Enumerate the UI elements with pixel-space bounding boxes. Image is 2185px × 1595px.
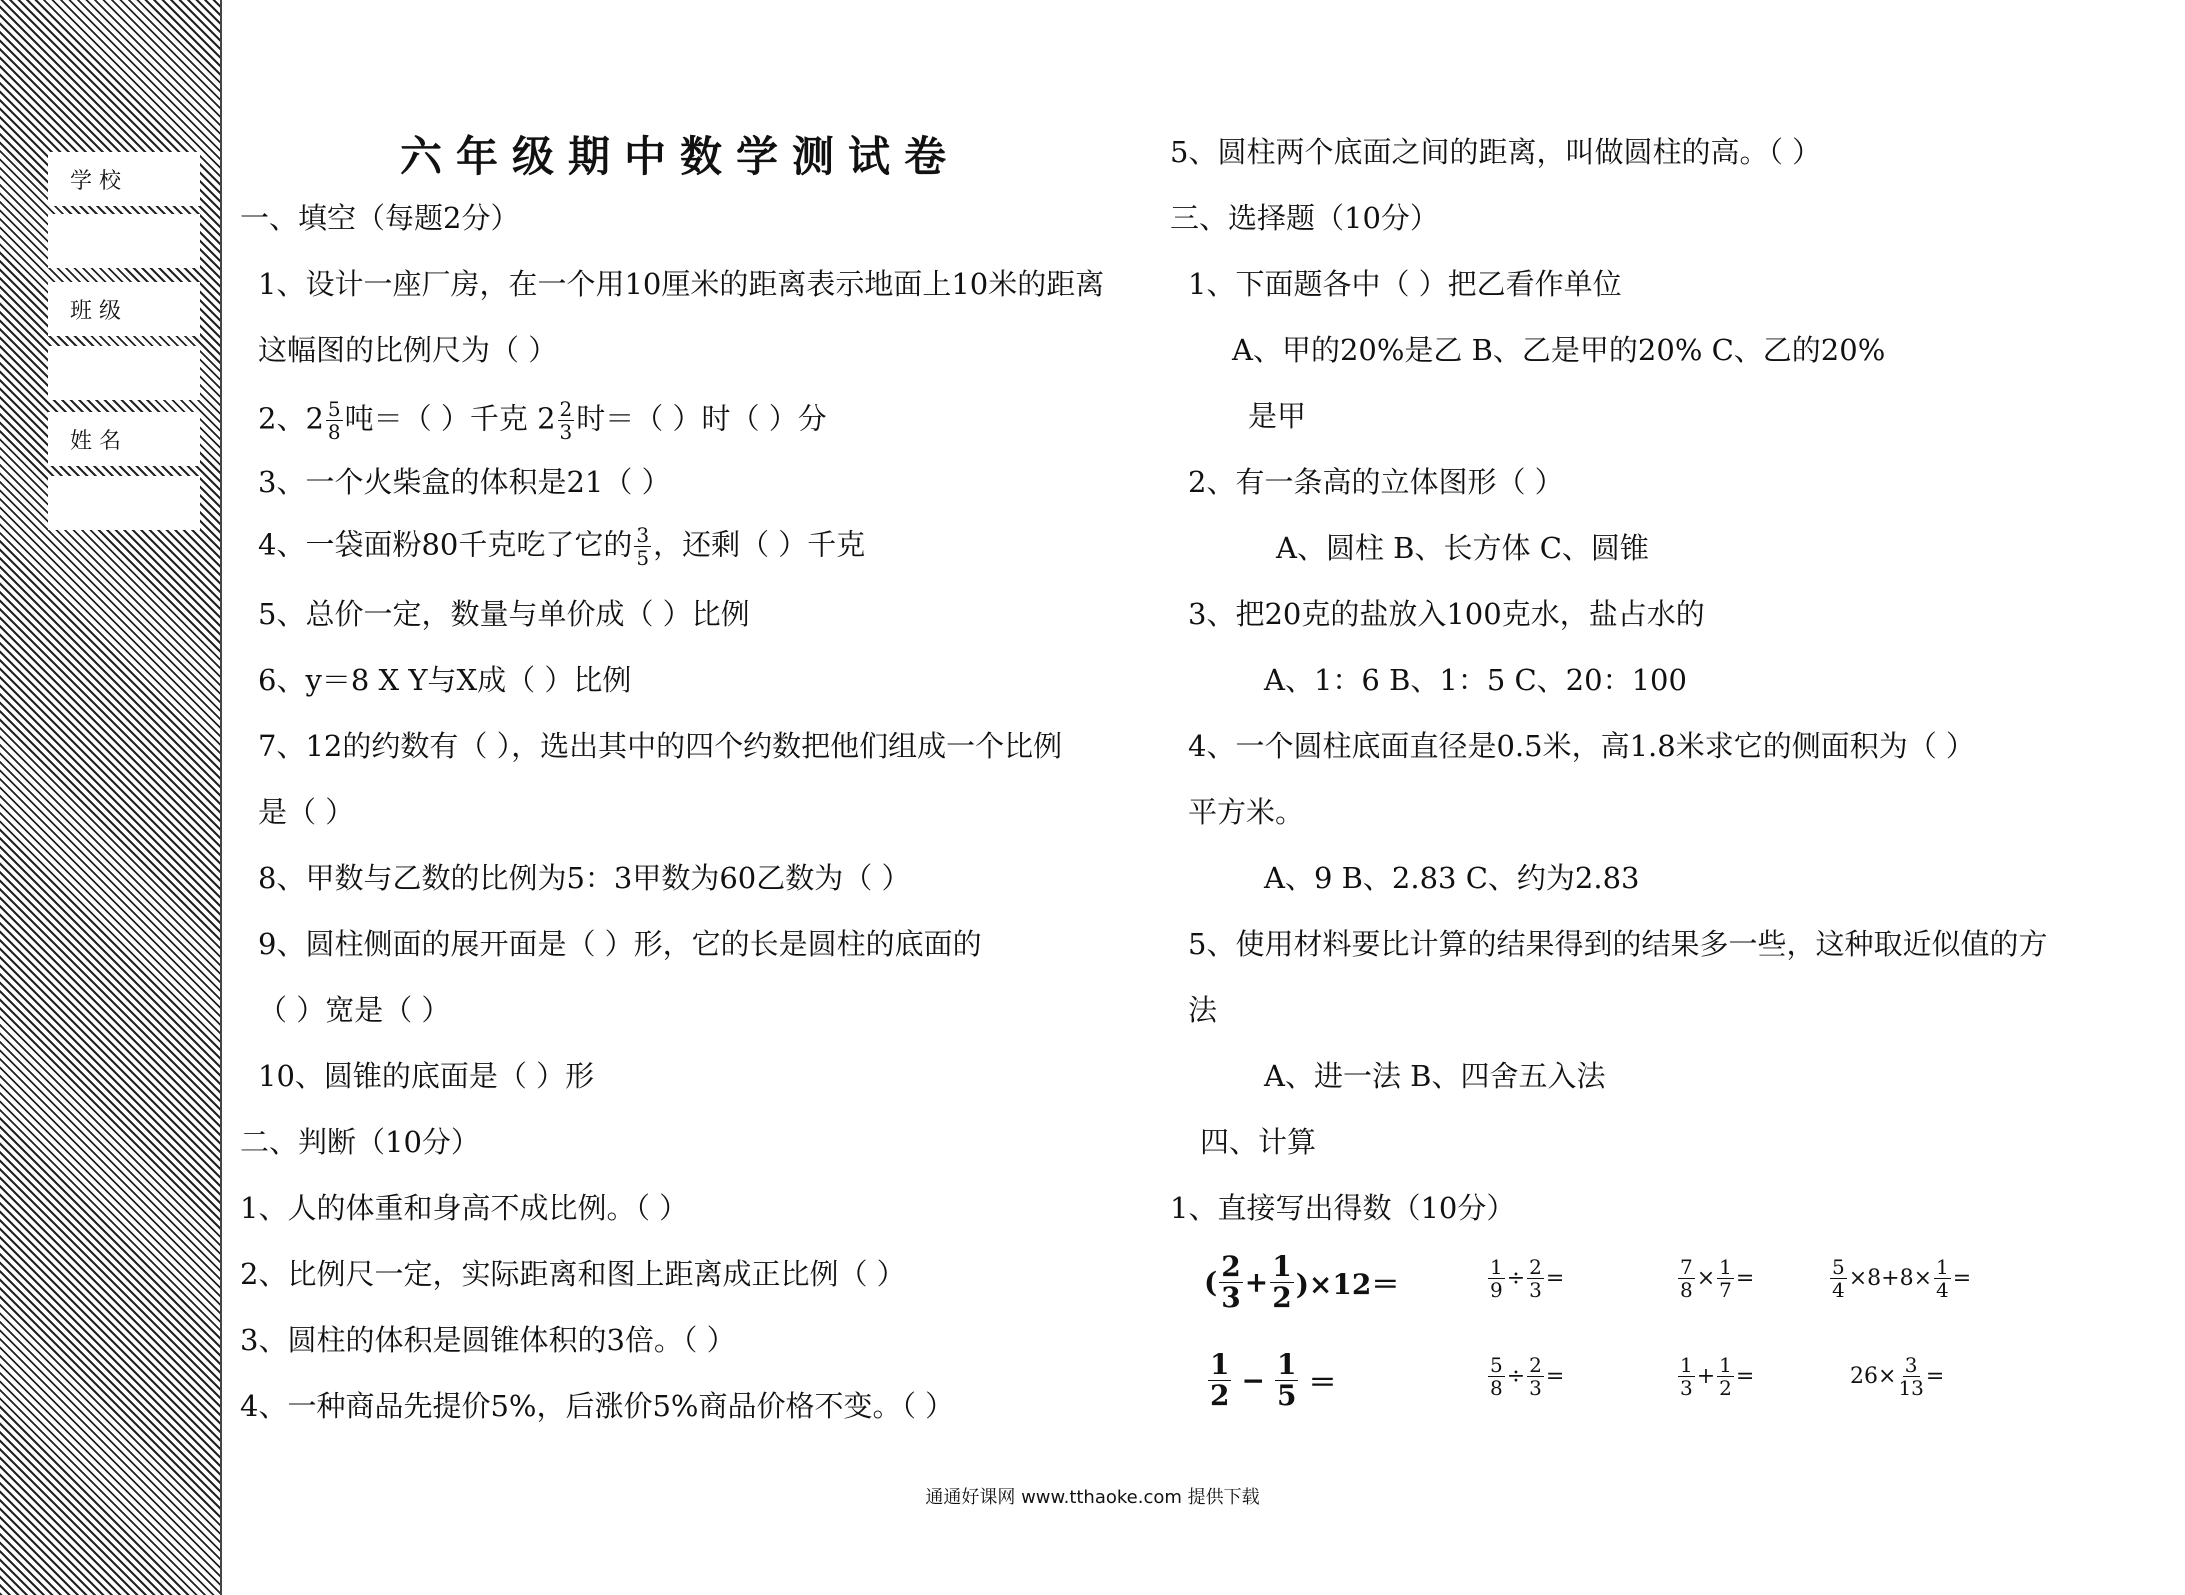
fraction (1678, 1256, 1695, 1301)
q4-suffix: ，还剩（ ）千克 (653, 527, 866, 562)
numerator: 1 (1719, 1255, 1732, 1279)
question-7b: 是（ ） (258, 795, 355, 829)
fraction (1830, 1256, 1847, 1301)
judge-4: 4、一种商品先提价5%，后涨价5%商品价格不变。（ ） (240, 1389, 955, 1423)
denominator: 4 (1936, 1278, 1949, 1302)
choice-3: 3、把20克的盐放入100克水，盐占水的 (1188, 597, 1705, 631)
numerator: 7 (1680, 1255, 1693, 1279)
calc-expr-1 (1204, 1252, 1399, 1313)
denominator: 2 (1210, 1379, 1230, 1412)
fraction (326, 398, 343, 443)
fraction (1678, 1354, 1695, 1399)
school-label-box (48, 152, 200, 206)
q2-suffix: 时＝（ ）时（ ）分 (576, 401, 827, 436)
class-field[interactable] (48, 346, 200, 400)
choice-1: 1、下面题各中（ ）把乙看作单位 (1188, 267, 1622, 301)
choice-5b: 法 (1188, 993, 1218, 1027)
denominator: 3 (559, 420, 573, 444)
denominator: 3 (1529, 1376, 1542, 1400)
equals: = (1735, 1364, 1755, 1389)
q4-prefix: 4、一袋面粉80千克吃了它的 (258, 527, 633, 562)
question-4 (258, 524, 865, 569)
fraction (1527, 1354, 1544, 1399)
denominator: 8 (1680, 1278, 1693, 1302)
section-3-heading: 三、选择题（10分） (1170, 201, 1439, 235)
calc-expr-3 (1676, 1256, 1754, 1301)
section-2-heading: 二、判断（10分） (240, 1125, 480, 1159)
fraction (1527, 1256, 1544, 1301)
choice-4a: 4、一个圆柱底面直径是0.5米，高1.8米求它的侧面积为（ ） (1188, 729, 1975, 763)
name-label: 姓 名 (70, 428, 121, 454)
denominator: 8 (1490, 1376, 1503, 1400)
footer-credit: 通通好课网 www.tthaoke.com 提供下载 (925, 1487, 1260, 1508)
numerator: 1 (1719, 1353, 1732, 1377)
choice-2-options: A、圆柱 B、长方体 C、圆锥 (1276, 531, 1649, 565)
denominator: 5 (1276, 1379, 1297, 1412)
binding-strip (0, 0, 222, 1595)
numerator: 5 (1490, 1353, 1503, 1377)
numerator: 1 (1210, 1348, 1230, 1381)
denominator: 3 (1221, 1281, 1241, 1314)
denominator: 4 (1832, 1278, 1845, 1302)
name-label-box (48, 412, 200, 466)
question-9b: （ ）宽是（ ） (258, 993, 451, 1027)
choice-5a: 5、使用材料要比计算的结果得到的结果多一些，这种取近似值的方 (1188, 927, 2048, 961)
question-8: 8、甲数与乙数的比例为5：3甲数为60乙数为（ ） (258, 861, 911, 895)
equals: = (1735, 1266, 1755, 1291)
expr-mid: ×8+8× (1848, 1266, 1933, 1291)
fraction (634, 524, 651, 569)
choice-4b: 平方米。 (1188, 795, 1305, 829)
question-10: 10、圆锥的底面是（ ）形 (258, 1059, 595, 1093)
equals: = (1545, 1364, 1565, 1389)
fraction (1488, 1256, 1505, 1301)
school-field[interactable] (48, 214, 200, 268)
denominator: 13 (1898, 1376, 1924, 1400)
numerator: 5 (1832, 1255, 1845, 1279)
question-6: 6、y＝8 X Y与X成（ ）比例 (258, 663, 632, 697)
expr-tail: )×12＝ (1295, 1267, 1400, 1301)
choice-1-continued: 是甲 (1248, 399, 1307, 433)
fraction (1717, 1256, 1734, 1301)
q2-prefix: 2、2 (258, 401, 324, 436)
question-7a: 7、12的约数有（ ），选出其中的四个约数把他们组成一个比例 (258, 729, 1063, 763)
denominator: 3 (1529, 1278, 1542, 1302)
choice-5-options: A、进一法 B、四舍五入法 (1264, 1059, 1606, 1093)
operator: ÷ (1506, 1364, 1526, 1389)
fraction (1208, 1350, 1231, 1411)
class-label-box (48, 282, 200, 336)
school-label: 学 校 (70, 168, 121, 194)
fraction (1275, 1350, 1298, 1411)
denominator: 3 (1680, 1376, 1693, 1400)
denominator: 2 (1272, 1281, 1292, 1314)
fraction (1270, 1252, 1293, 1313)
numerator: 2 (1529, 1255, 1542, 1279)
operator: − (1241, 1364, 1265, 1397)
numerator: 2 (1221, 1250, 1241, 1283)
calc-expr-7 (1676, 1354, 1754, 1399)
numerator: 1 (1936, 1255, 1949, 1279)
denominator: 2 (1719, 1376, 1732, 1400)
calc-expr-5 (1206, 1350, 1336, 1411)
section-4-heading: 四、计算 (1200, 1125, 1317, 1159)
choice-3-options: A、1：6 B、1：5 C、20：100 (1264, 663, 1687, 697)
denominator: 8 (327, 420, 341, 444)
numerator: 3 (1904, 1353, 1918, 1377)
expr-prefix: 26× (1850, 1364, 1897, 1389)
fraction (1934, 1256, 1951, 1301)
name-field[interactable] (48, 476, 200, 530)
question-1b: 这幅图的比例尺为（ ） (258, 333, 558, 367)
numerator: 2 (1529, 1353, 1542, 1377)
fraction (558, 398, 575, 443)
equals: = (1925, 1364, 1945, 1389)
operator: × (1696, 1266, 1716, 1291)
calc-expr-4 (1828, 1256, 1971, 1301)
calc-expr-8 (1850, 1354, 1944, 1399)
section-1-heading: 一、填空（每题2分） (240, 201, 520, 235)
question-5: 5、总价一定，数量与单价成（ ）比例 (258, 597, 750, 631)
judge-1: 1、人的体重和身高不成比例。（ ） (240, 1191, 689, 1225)
numerator: 1 (1276, 1348, 1297, 1381)
judge-5: 5、圆柱两个底面之间的距离，叫做圆柱的高。（ ） (1170, 135, 1822, 169)
numerator: 1 (1272, 1250, 1292, 1283)
question-1a: 1、设计一座厂房，在一个用10厘米的距离表示地面上10米的距离 (258, 267, 1105, 301)
question-3: 3、一个火柴盒的体积是21（ ） (258, 465, 671, 499)
question-9a: 9、圆柱侧面的展开面是（ ）形，它的长是圆柱的底面的 (258, 927, 982, 961)
question-2 (258, 398, 827, 443)
judge-2: 2、比例尺一定，实际距离和图上距离成正比例（ ） (240, 1257, 906, 1291)
page-title: 六年级期中数学测试卷 (400, 132, 961, 181)
fraction (1488, 1354, 1505, 1399)
numerator: 3 (636, 523, 650, 547)
operator: + (1244, 1266, 1269, 1299)
choice-2: 2、有一条高的立体图形（ ） (1188, 465, 1564, 499)
class-label: 班 级 (70, 298, 121, 324)
choice-1-options: A、甲的20%是乙 B、乙是甲的20% C、乙的20% (1232, 333, 1886, 367)
equals: ＝ (1308, 1365, 1337, 1399)
numerator: 5 (327, 397, 341, 421)
operator: ÷ (1506, 1266, 1526, 1291)
judge-3: 3、圆柱的体积是圆锥体积的3倍。（ ） (240, 1323, 736, 1357)
operator: + (1696, 1364, 1716, 1389)
calc-expr-2 (1486, 1256, 1564, 1301)
paren-open: ( (1204, 1266, 1218, 1299)
calc-expr-6 (1486, 1354, 1564, 1399)
numerator: 1 (1490, 1255, 1503, 1279)
fraction (1717, 1354, 1734, 1399)
numerator: 2 (559, 397, 573, 421)
equals: = (1545, 1266, 1565, 1291)
fraction (1898, 1354, 1923, 1399)
equals: = (1952, 1266, 1972, 1291)
denominator: 5 (636, 546, 650, 570)
choice-4-options: A、9 B、2.83 C、约为2.83 (1264, 861, 1640, 895)
calc-heading: 1、直接写出得数（10分） (1170, 1191, 1516, 1225)
numerator: 1 (1680, 1353, 1693, 1377)
fraction (1219, 1252, 1242, 1313)
denominator: 7 (1719, 1278, 1732, 1302)
q2-mid: 吨＝（ ）千克 2 (344, 401, 556, 436)
denominator: 9 (1490, 1278, 1503, 1302)
